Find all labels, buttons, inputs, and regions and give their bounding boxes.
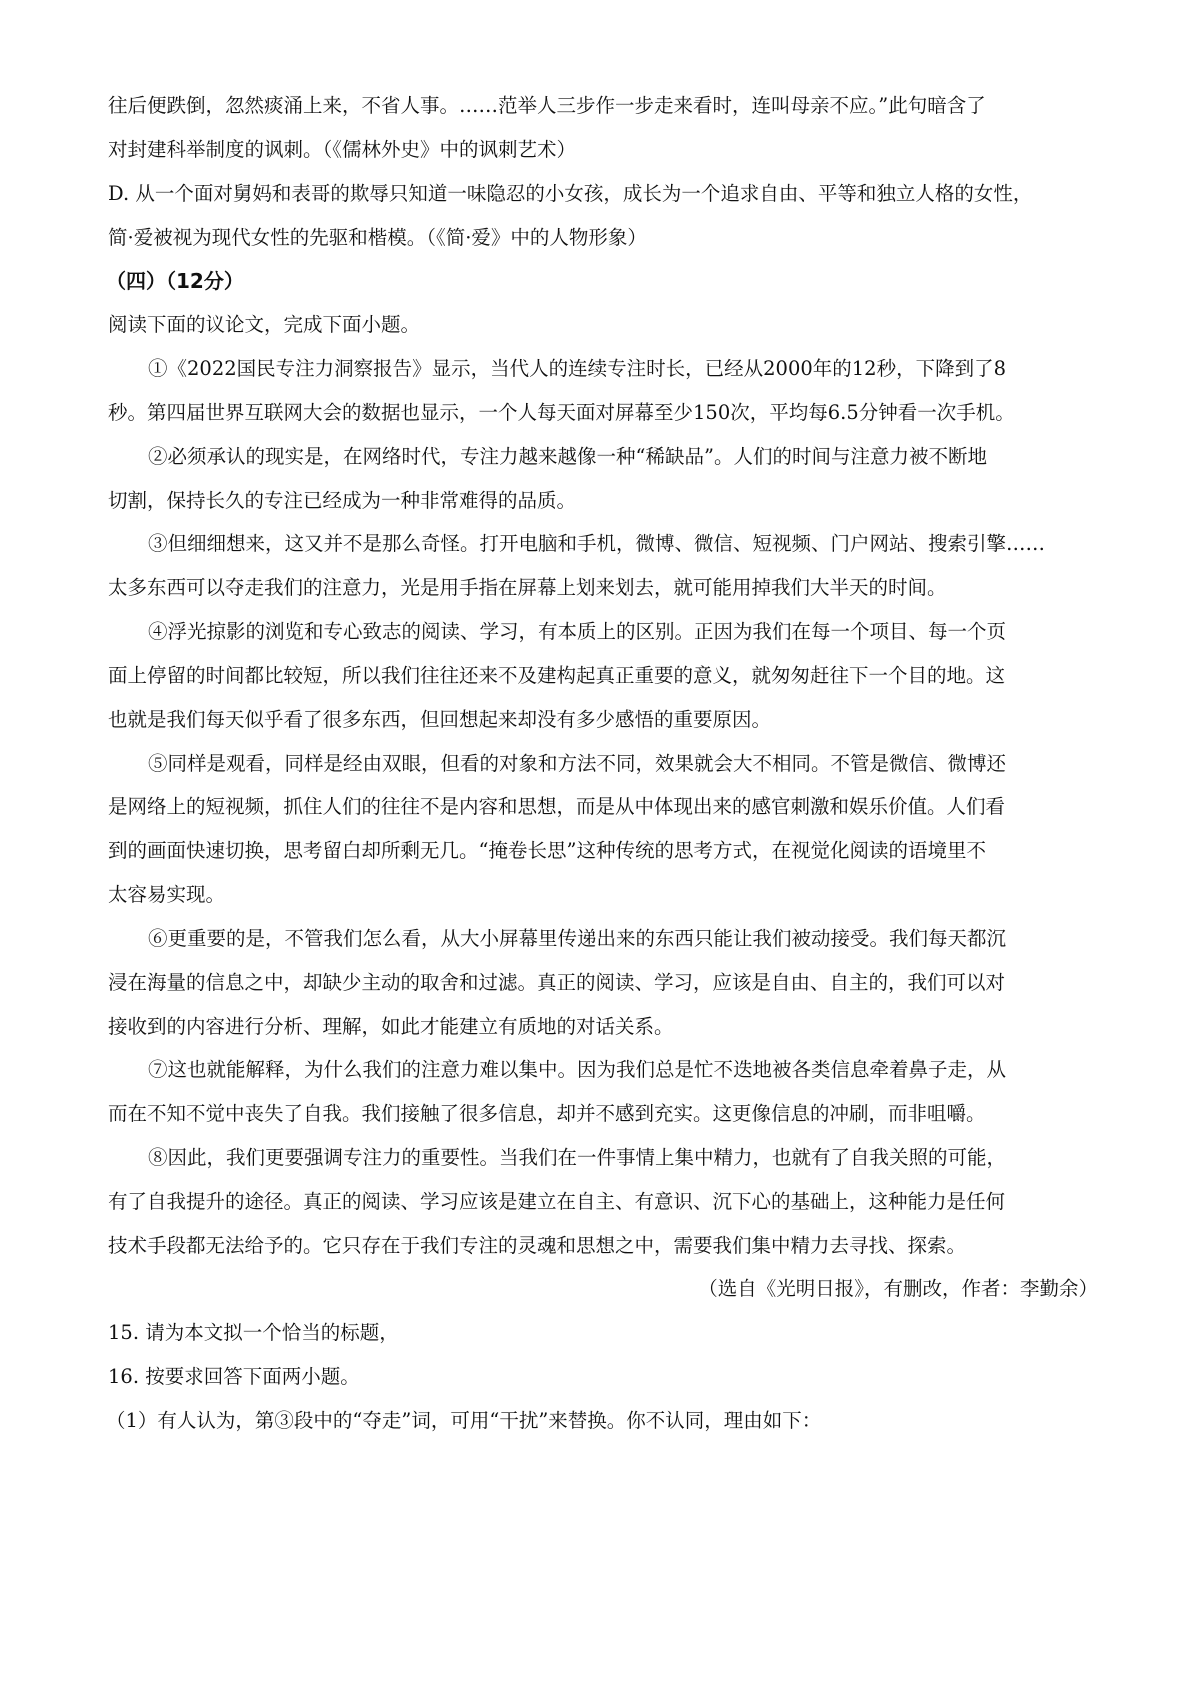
paragraph-6-line-1: ⑥更重要的是，不管我们怎么看，从大小屏幕里传递出来的东西只能让我们被动接受。我们每天都沉 [148, 927, 1007, 950]
option-d-line-2: 简·爱被视为现代女性的先驱和楷模。（《简·爱》中的人物形象） [108, 226, 647, 249]
option-d-line-1: D. 从一个面对舅妈和表哥的欺辱只知道一味隐忍的小女孩，成长为一个追求自由、平等和独立人格的女性， [108, 182, 1033, 205]
paragraph-3-line-1: ③但细细想来，这又并不是那么奇怪。打开电脑和手机，微博、微信、短视频、门户网站、搜索引擎…… [148, 532, 1046, 555]
paragraph-3-line-2: 太多东西可以夺走我们的注意力，光是用手指在屏幕上划来划去，就可能用掉我们大半天的时间。 [108, 576, 947, 599]
paragraph-2-line-2: 切割，保持长久的专注已经成为一种非常难得的品质。 [108, 489, 577, 512]
article-source: （选自《光明日报》，有删改，作者：李勤余） [698, 1277, 1098, 1300]
paragraph-6-line-2: 浸在海量的信息之中，却缺少主动的取舍和过滤。真正的阅读、学习，应该是自由、自主的，我们可以对 [108, 971, 1006, 994]
paragraph-7-line-1: ⑦这也就能解释，为什么我们的注意力难以集中。因为我们总是忙不迭地被各类信息牵着鼻子走，从 [148, 1058, 1007, 1081]
paragraph-5-line-1: ⑤同样是观看，同样是经由双眼，但看的对象和方法不同，效果就会大不相同。不管是微信、微博还 [148, 752, 1007, 775]
paragraph-5-line-2: 是网络上的短视频，抓住人们的往往不是内容和思想，而是从中体现出来的感官刺激和娱乐价值。人们看 [108, 795, 1006, 818]
paragraph-1-line-1: ①《2022国民专注力洞察报告》显示，当代人的连续专注时长，已经从2000年的12秒，下降到了8 [148, 357, 1006, 380]
paragraph-1-line-2: 秒。第四届世界互联网大会的数据也显示，一个人每天面对屏幕至少150次，平均每6.5分钟看一次手机。 [108, 401, 1015, 424]
paragraph-8-line-3: 技术手段都无法给予的。它只存在于我们专注的灵魂和思想之中，需要我们集中精力去寻找、探索。 [108, 1234, 967, 1257]
option-c-line-1: 往后便跌倒，忽然痰涌上来，不省人事。……范举人三步作一步走来看时，连叫母亲不应。”此句暗含了 [108, 94, 986, 117]
paragraph-7-line-2: 而在不知不觉中丧失了自我。我们接触了很多信息，却并不感到充实。这更像信息的冲刷，而非咀嚼。 [108, 1102, 986, 1125]
question-16: 16. 按要求回答下面两小题。 [108, 1365, 360, 1388]
option-c-line-2: 对封建科举制度的讽刺。（《儒林外史》中的讽刺艺术） [108, 138, 577, 161]
section-instruction: 阅读下面的议论文，完成下面小题。 [108, 313, 421, 336]
question-16-part-1: （1）有人认为，第③段中的“夺走”词，可用“干扰”来替换。你不认同，理由如下： [106, 1409, 822, 1432]
section-title: （四）（12分） [106, 269, 244, 293]
paragraph-5-line-4: 太容易实现。 [108, 883, 226, 906]
question-15: 15. 请为本文拟一个恰当的标题， [108, 1321, 399, 1344]
paragraph-5-line-3: 到的画面快速切换，思考留白却所剩无几。“掩卷长思”这种传统的思考方式，在视觉化阅读的语境里不 [108, 839, 986, 862]
paragraph-4-line-2: 面上停留的时间都比较短，所以我们往往还来不及建构起真正重要的意义，就匆匆赶往下一个目的地。这 [108, 664, 1006, 687]
paragraph-4-line-3: 也就是我们每天似乎看了很多东西，但回想起来却没有多少感悟的重要原因。 [108, 708, 772, 731]
paragraph-4-line-1: ④浮光掠影的浏览和专心致志的阅读、学习，有本质上的区别。正因为我们在每一个项目、每一个页 [148, 620, 1007, 643]
paragraph-8-line-2: 有了自我提升的途径。真正的阅读、学习应该是建立在自主、有意识、沉下心的基础上，这种能力是任何 [108, 1190, 1006, 1213]
paragraph-2-line-1: ②必须承认的现实是，在网络时代，专注力越来越像一种“稀缺品”。人们的时间与注意力被不断地 [148, 445, 987, 468]
paragraph-8-line-1: ⑧因此，我们更要强调专注力的重要性。当我们在一件事情上集中精力，也就有了自我关照的可能， [148, 1146, 1007, 1169]
paragraph-6-line-3: 接收到的内容进行分析、理解，如此才能建立有质地的对话关系。 [108, 1015, 674, 1038]
